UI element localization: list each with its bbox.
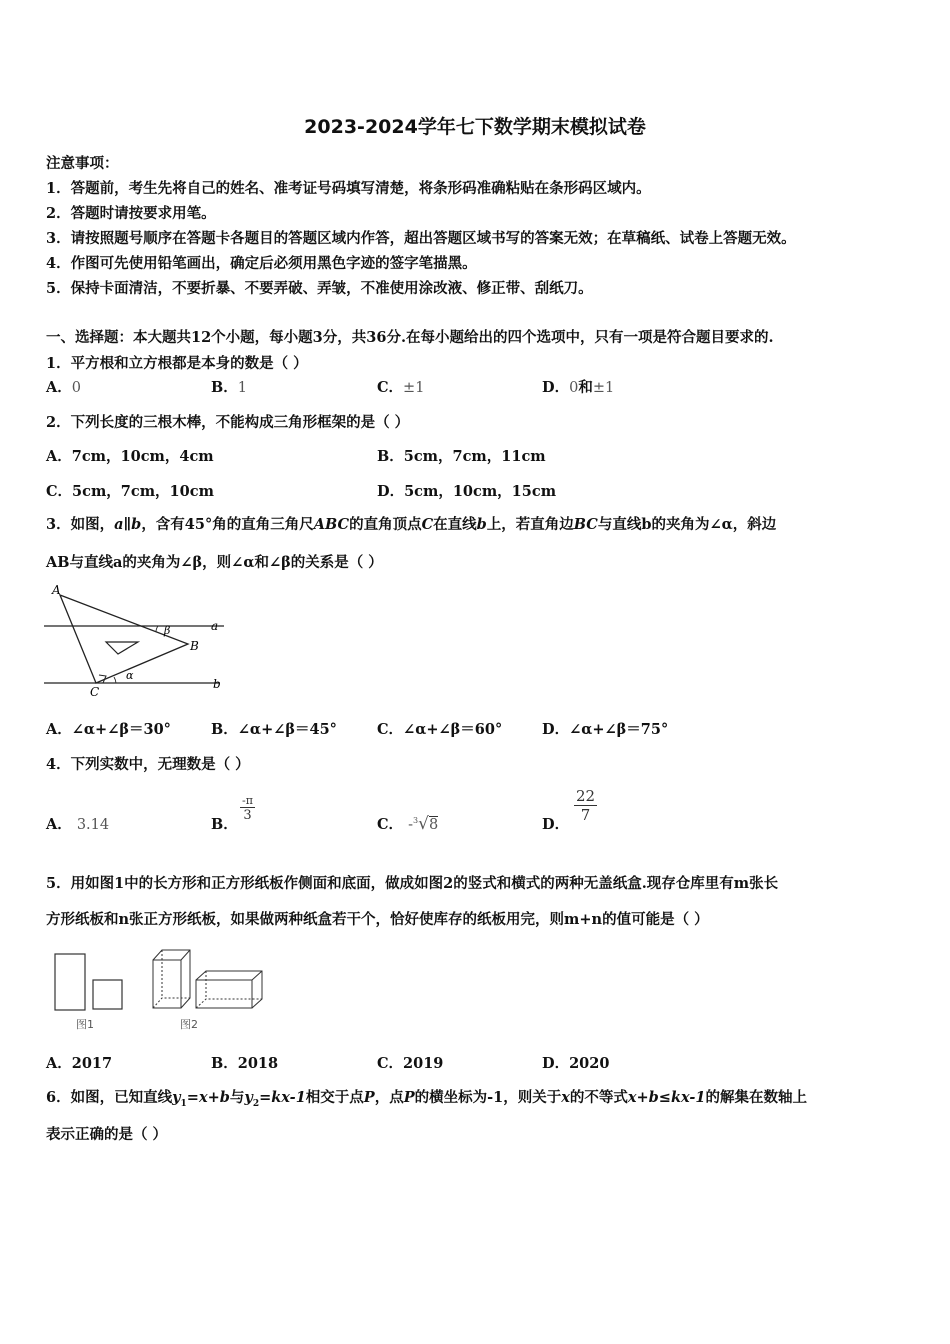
q4-option-d-fraction: $\frac{22}{7}$ bbox=[576, 787, 596, 824]
question-3-stem: 3．如图，a∥b，含有45°角的直角三角尺ABC的直角顶点C在直线b上，若直角边BC与直线b的夹角为∠α，斜边 bbox=[46, 516, 777, 533]
square-board bbox=[93, 980, 122, 1009]
rectangle-board bbox=[55, 954, 85, 1010]
question-5-stem: 5．用如图1中的长方形和正方形纸板作侧面和底面，做成如图2的竖式和横式的两种无盖纸盒.现存仓库里有m张长 bbox=[46, 875, 779, 892]
horizontal-box bbox=[196, 971, 262, 1008]
q3-option-d: D．∠α+∠β＝75° bbox=[542, 721, 669, 738]
q5-option-a: A．2017 bbox=[46, 1055, 113, 1072]
page-title: 2023-2024学年七下数学期末模拟试卷 bbox=[304, 116, 646, 138]
triangle-outer bbox=[60, 595, 188, 683]
notice-item: 1．答题前，考生先将自己的姓名、准考证号码填写清楚，将条形码准确粘贴在条形码区域内。 bbox=[46, 180, 651, 197]
triangle-inner bbox=[106, 642, 138, 654]
q2-option-d: D．5cm，10cm，15cm bbox=[377, 483, 557, 500]
q3-triangle-figure bbox=[44, 582, 244, 700]
label-C: C bbox=[90, 685, 100, 699]
q3-option-b: B．∠α+∠β＝45° bbox=[211, 721, 337, 738]
question-1-stem: 1．平方根和立方根都是本身的数是（ ） bbox=[46, 355, 308, 372]
q5-option-d: D．2020 bbox=[542, 1055, 610, 1072]
fig2-label: 图2 bbox=[180, 1018, 198, 1031]
q3-option-c: C．∠α+∠β＝60° bbox=[377, 721, 503, 738]
notice-item: 4．作图可先使用铅笔画出，确定后必须用黑色字迹的签字笔描黑。 bbox=[46, 255, 477, 272]
q5-boxes-figure bbox=[50, 944, 270, 1034]
vertical-box bbox=[153, 950, 190, 1008]
q1-option-c: C．±1 bbox=[377, 379, 425, 396]
question-6-stem: 6．如图，已知直线$y_1=x+b$与$y_2=kx-1$相交于点P，点P的横坐标为-1，则关于x的不等式x+b≤kx-1的解集在数轴上 bbox=[46, 1089, 808, 1109]
notice-item: 2．答题时请按要求用笔。 bbox=[46, 205, 216, 222]
q4-option-b-fraction: -π 3 bbox=[242, 794, 253, 823]
q1-option-d: D．0和±1 bbox=[542, 379, 615, 396]
question-6-stem-line2: 表示正确的是（ ） bbox=[46, 1126, 168, 1143]
fig1-label: 图1 bbox=[76, 1018, 94, 1031]
q5-option-b: B．2018 bbox=[211, 1055, 279, 1072]
q5-option-c: C．2019 bbox=[377, 1055, 444, 1072]
q4-option-a: A． 3.14 bbox=[46, 816, 110, 833]
q2-option-a: A．7cm，10cm，4cm bbox=[46, 448, 214, 465]
label-b: b bbox=[213, 677, 221, 691]
q1-option-a: A．0 bbox=[46, 379, 81, 396]
question-5-stem-line2: 方形纸板和n张正方形纸板，如果做两种纸盒若干个，恰好使库存的纸板用完，则m+n的值可能是（ ） bbox=[46, 911, 709, 928]
notice-item: 5．保持卡面清洁，不要折暴、不要弄破、弄皱，不准使用涂改液、修正带、刮纸刀。 bbox=[46, 280, 593, 297]
question-3-stem-line2: AB与直线a的夹角为∠β，则∠α和∠β的关系是（ ） bbox=[46, 554, 383, 571]
q4-option-b-label: B． bbox=[211, 816, 238, 833]
label-a: a bbox=[211, 619, 219, 633]
notice-heading: 注意事项： bbox=[46, 155, 119, 172]
q2-option-b: B．5cm，7cm，11cm bbox=[377, 448, 546, 465]
label-A: A bbox=[52, 583, 61, 597]
question-2-stem: 2．下列长度的三根木棒，不能构成三角形框架的是（ ） bbox=[46, 414, 410, 431]
label-alpha: α bbox=[126, 669, 134, 682]
q1-option-b: B．1 bbox=[211, 379, 247, 396]
label-beta: β bbox=[164, 624, 171, 637]
q4-option-c: C． -$^3$√8 bbox=[377, 814, 439, 834]
question-4-stem: 4．下列实数中，无理数是（ ） bbox=[46, 756, 250, 773]
q4-option-d-label: D． bbox=[542, 816, 570, 833]
label-B: B bbox=[190, 639, 199, 653]
notice-item: 3．请按照题号顺序在答题卡各题目的答题区域内作答，超出答题区域书写的答案无效；在草稿纸、试卷上答题无效。 bbox=[46, 230, 796, 247]
q3-option-a: A．∠α+∠β＝30° bbox=[46, 721, 171, 738]
section-heading: 一、选择题：本大题共12个小题，每小题3分，共36分.在每小题给出的四个选项中，只有一项是符合题目要求的. bbox=[46, 329, 774, 346]
q2-option-c: C．5cm，7cm，10cm bbox=[46, 483, 214, 500]
